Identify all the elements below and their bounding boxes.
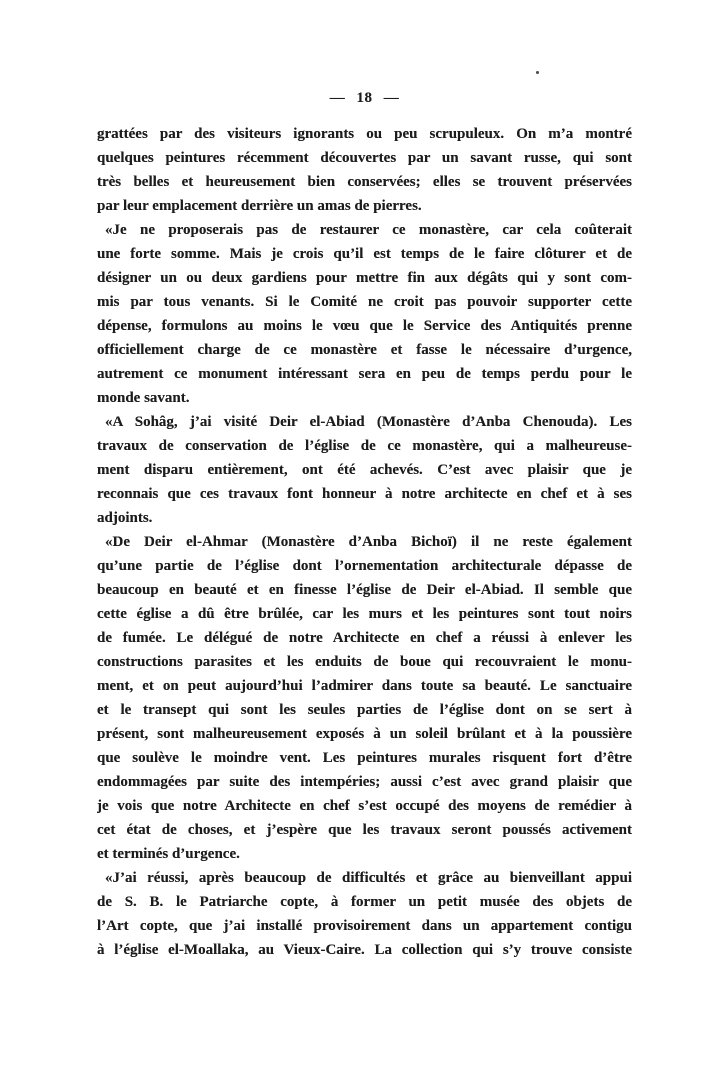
text-line: que soulève le moindre vent. Les peintures murales risquent fort d’être — [97, 750, 632, 766]
text-line: officiellement charge de ce monastère et fasse le nécessaire d’urgence, — [97, 342, 632, 358]
text-line: très belles et heureusement bien conservées; elles se trouvent préservées — [97, 174, 632, 190]
text-line: par leur emplacement derrière un amas de pierres. — [97, 198, 422, 214]
text-line: «De Deir el-Ahmar (Monastère d’Anba Bichoï) il ne reste également — [105, 534, 632, 550]
paragraph — [97, 530, 632, 866]
text-line: grattées par des visiteurs ignorants ou peu scrupuleux. On m’a montré — [97, 126, 632, 142]
text-line: endommagées par suite des intempéries; aussi c’est avec grand plaisir que — [97, 774, 632, 790]
text-line: de S. B. le Patriarche copte, à former un petit musée des objets de — [97, 894, 632, 910]
text-line: «Je ne proposerais pas de restaurer ce monastère, car cela coûterait — [105, 222, 632, 238]
text-line: quelques peintures récemment découvertes par un savant russe, qui sont — [97, 150, 632, 166]
text-line: «A Sohâg, j’ai visité Deir el-Abiad (Monastère d’Anba Chenouda). Les — [105, 414, 632, 430]
text-line: travaux de conservation de l’église de ce monastère, qui a malheureuse- — [97, 438, 632, 454]
scan-speck — [536, 71, 539, 74]
text-line: désigner un ou deux gardiens pour mettre fin aux dégâts qui y sont com- — [97, 270, 632, 286]
text-line: à l’église el-Moallaka, au Vieux-Caire. La collection qui s’y trouve consiste — [97, 942, 632, 958]
paragraph — [97, 122, 632, 218]
text-line: ment, et on peut aujourd’hui l’admirer dans toute sa beauté. Le sanctuaire — [97, 678, 632, 694]
text-line: monde savant. — [97, 390, 190, 406]
text-line: une forte somme. Mais je crois qu’il est temps de le faire clôturer et de — [97, 246, 632, 262]
text-line: constructions parasites et les enduits de boue qui recouvraient le monu- — [97, 654, 632, 670]
text-line: l’Art copte, que j’ai installé provisoirement dans un appartement contigu — [97, 918, 632, 934]
text-line: présent, sont malheureusement exposés à un soleil brûlant et à la poussière — [97, 726, 632, 742]
text-line: autrement ce monument intéressant sera en peu de temps perdu pour le — [97, 366, 632, 382]
text-line: et le transept qui sont les seules parties de l’église dont on se sert à — [97, 702, 632, 718]
paragraph — [97, 218, 632, 410]
text-line: et terminés d’urgence. — [97, 846, 240, 862]
text-line: mis par tous venants. Si le Comité ne croit pas pouvoir supporter cette — [97, 294, 632, 310]
text-line: de fumée. Le délégué de notre Architecte en chef a réussi à enlever les — [97, 630, 632, 646]
paragraph — [97, 410, 632, 530]
page-number-header: — 18 — — [329, 90, 400, 106]
text-line: beaucoup en beauté et en finesse l’église de Deir el-Abiad. Il semble que — [97, 582, 632, 598]
text-line: cette église a dû être brûlée, car les murs et les peintures sont tout noirs — [97, 606, 632, 622]
text-line: adjoints. — [97, 510, 153, 526]
text-line: je vois que notre Architecte en chef s’est occupé des moyens de remédier à — [97, 798, 632, 814]
text-line: dépense, formulons au moins le vœu que le Service des Antiquités prenne — [97, 318, 632, 334]
body-text — [97, 122, 632, 962]
text-line: «J’ai réussi, après beaucoup de difficultés et grâce au bienveillant appui — [105, 870, 632, 886]
paragraph — [97, 866, 632, 962]
text-line: cet état de choses, et j’espère que les travaux seront poussés activement — [97, 822, 632, 838]
text-line: ment disparu entièrement, ont été achevés. C’est avec plaisir que je — [97, 462, 632, 478]
text-line: qu’une partie de l’église dont l’ornementation architecturale dépasse de — [97, 558, 632, 574]
text-line: reconnais que ces travaux font honneur à notre architecte en chef et à ses — [97, 486, 632, 502]
